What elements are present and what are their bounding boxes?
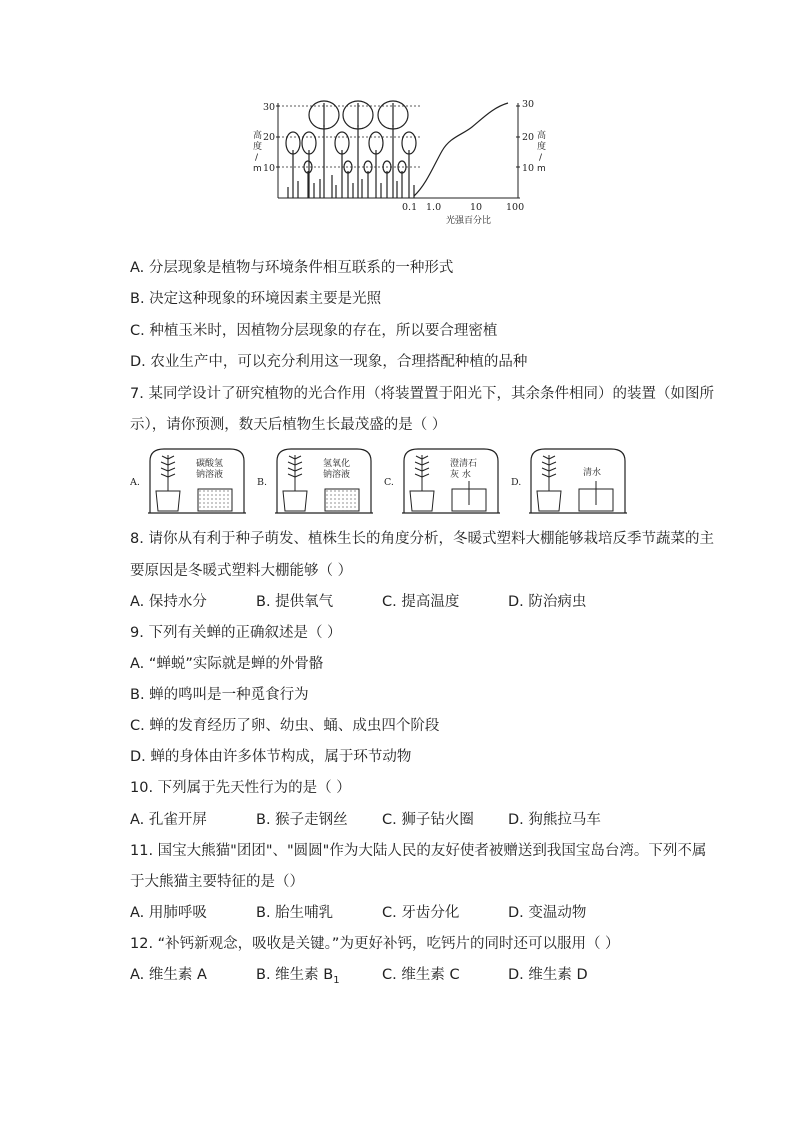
right-axis-label-0: 高 [537,131,547,141]
svg-text:钠溶液: 钠溶液 [196,470,224,480]
right-tick-20: 20 [522,132,535,143]
left-axis-label-0: 高 [253,131,263,141]
q8-option-d: D. 防治病虫 [508,594,587,610]
apparatus-a [130,449,246,513]
x-axis-label: 光强百分比 [446,216,492,226]
q6-option-d: D. 农业生产中，可以充分利用这一现象，合理搭配种植的品种 [130,354,528,370]
q6-option-a: A. 分层现象是植物与环境条件相互联系的一种形式 [130,260,454,276]
q12-option-d: D. 维生素 D [508,967,588,983]
q10-stem: 10. 下列属于先天性行为的是（ ） [130,780,351,796]
q7-stem-line2: 示），请你预测，数天后植物生长最茂盛的是（ ） [130,417,447,433]
apparatus-c [384,449,500,513]
svg-text:A.: A. [130,477,140,488]
stratification-figure [250,95,550,230]
svg-text:氢氧化: 氢氧化 [323,459,351,469]
left-axis-label-2: / [255,153,259,163]
left-axis-label-3: m [253,164,262,174]
left-axis-label-1: 度 [253,142,263,152]
svg-text:澄清石: 澄清石 [450,459,478,469]
right-tick-10: 10 [522,163,535,174]
q11-stem-line2: 于大熊猫主要特征的是（） [130,874,304,890]
q8-stem-line2: 要原因是冬暖式塑料大棚能够（ ） [130,563,353,579]
q9-option-d: D. 蝉的身体由许多体节构成，属于环节动物 [130,749,412,765]
x-tick-1.0: 1.0 [426,202,442,213]
right-tick-30: 30 [522,99,535,110]
q12-option-b-text: B. 维生素 B [256,967,334,983]
q11-option-d: D. 变温动物 [508,905,587,921]
q12-option-c: C. 维生素 C [382,967,460,983]
q11-stem-line1: 11. 国宝大熊猫"团团"、"圆圆"作为大陆人民的友好使者被赠送到我国宝岛台湾。下列不属 [130,843,707,859]
q8-option-c: C. 提高温度 [382,594,460,610]
svg-text:B.: B. [257,477,268,488]
q10-option-c: C. 狮子钻火圈 [382,812,474,828]
right-axis-label-3: m [537,164,546,174]
q10-option-a: A. 孔雀开屏 [130,812,207,828]
x-tick-100: 100 [506,202,525,213]
q10-option-b: B. 猴子走钢丝 [256,812,348,828]
q6-option-b: B. 决定这种现象的环境因素主要是光照 [130,291,382,307]
q12-option-b-subscript: 1 [333,974,340,986]
svg-text:灰 水: 灰 水 [450,470,471,480]
q9-option-a: A. “蝉蜕”实际就是蝉的外骨骼 [130,656,324,672]
q9-option-b: B. 蝉的鸣叫是一种觅食行为 [130,687,309,703]
left-tick-20: 20 [263,132,276,143]
q11-option-b: B. 胎生哺乳 [256,905,334,921]
photosynthesis-apparatus-figure [130,445,670,515]
q11-option-a: A. 用肺呼吸 [130,905,207,921]
apparatus-b [257,449,373,513]
q12-option-a: A. 维生素 A [130,967,207,983]
svg-text:钠溶液: 钠溶液 [323,470,351,480]
x-tick-10: 10 [470,202,483,213]
q8-option-a: A. 保持水分 [130,594,207,610]
q8-stem-line1: 8. 请你从有利于种子萌发、植株生长的角度分析，冬暖式塑料大棚能够栽培反季节蔬菜的主 [130,531,714,547]
x-tick-0.1: 0.1 [402,202,418,213]
right-axis-label-2: / [539,153,543,163]
q7-stem-line1: 7. 某同学设计了研究植物的光合作用（将装置置于阳光下，其余条件相同）的装置（如图所 [130,386,714,402]
right-axis-label-1: 度 [537,142,547,152]
q9-stem: 9. 下列有关蝉的正确叙述是（ ） [130,625,342,641]
svg-text:清水: 清水 [583,468,602,478]
svg-text:碳酸氢: 碳酸氢 [196,459,224,469]
q11-option-c: C. 牙齿分化 [382,905,460,921]
q10-option-d: D. 狗熊拉马车 [508,812,601,828]
svg-text:D.: D. [511,477,522,488]
q12-option-b [256,965,340,991]
left-tick-30: 30 [263,102,276,113]
q12-stem: 12. “补钙新观念，吸收是关键。”为更好补钙，吃钙片的同时还可以服用（ ） [130,936,620,952]
apparatus-d [511,449,627,513]
left-tick-10: 10 [263,163,276,174]
q9-option-c: C. 蝉的发育经历了卵、幼虫、蛹、成虫四个阶段 [130,718,440,734]
q8-option-b: B. 提供氧气 [256,594,334,610]
q6-option-c: C. 种植玉米时，因植物分层现象的存在，所以要合理密植 [130,323,498,339]
svg-text:C.: C. [384,477,394,488]
